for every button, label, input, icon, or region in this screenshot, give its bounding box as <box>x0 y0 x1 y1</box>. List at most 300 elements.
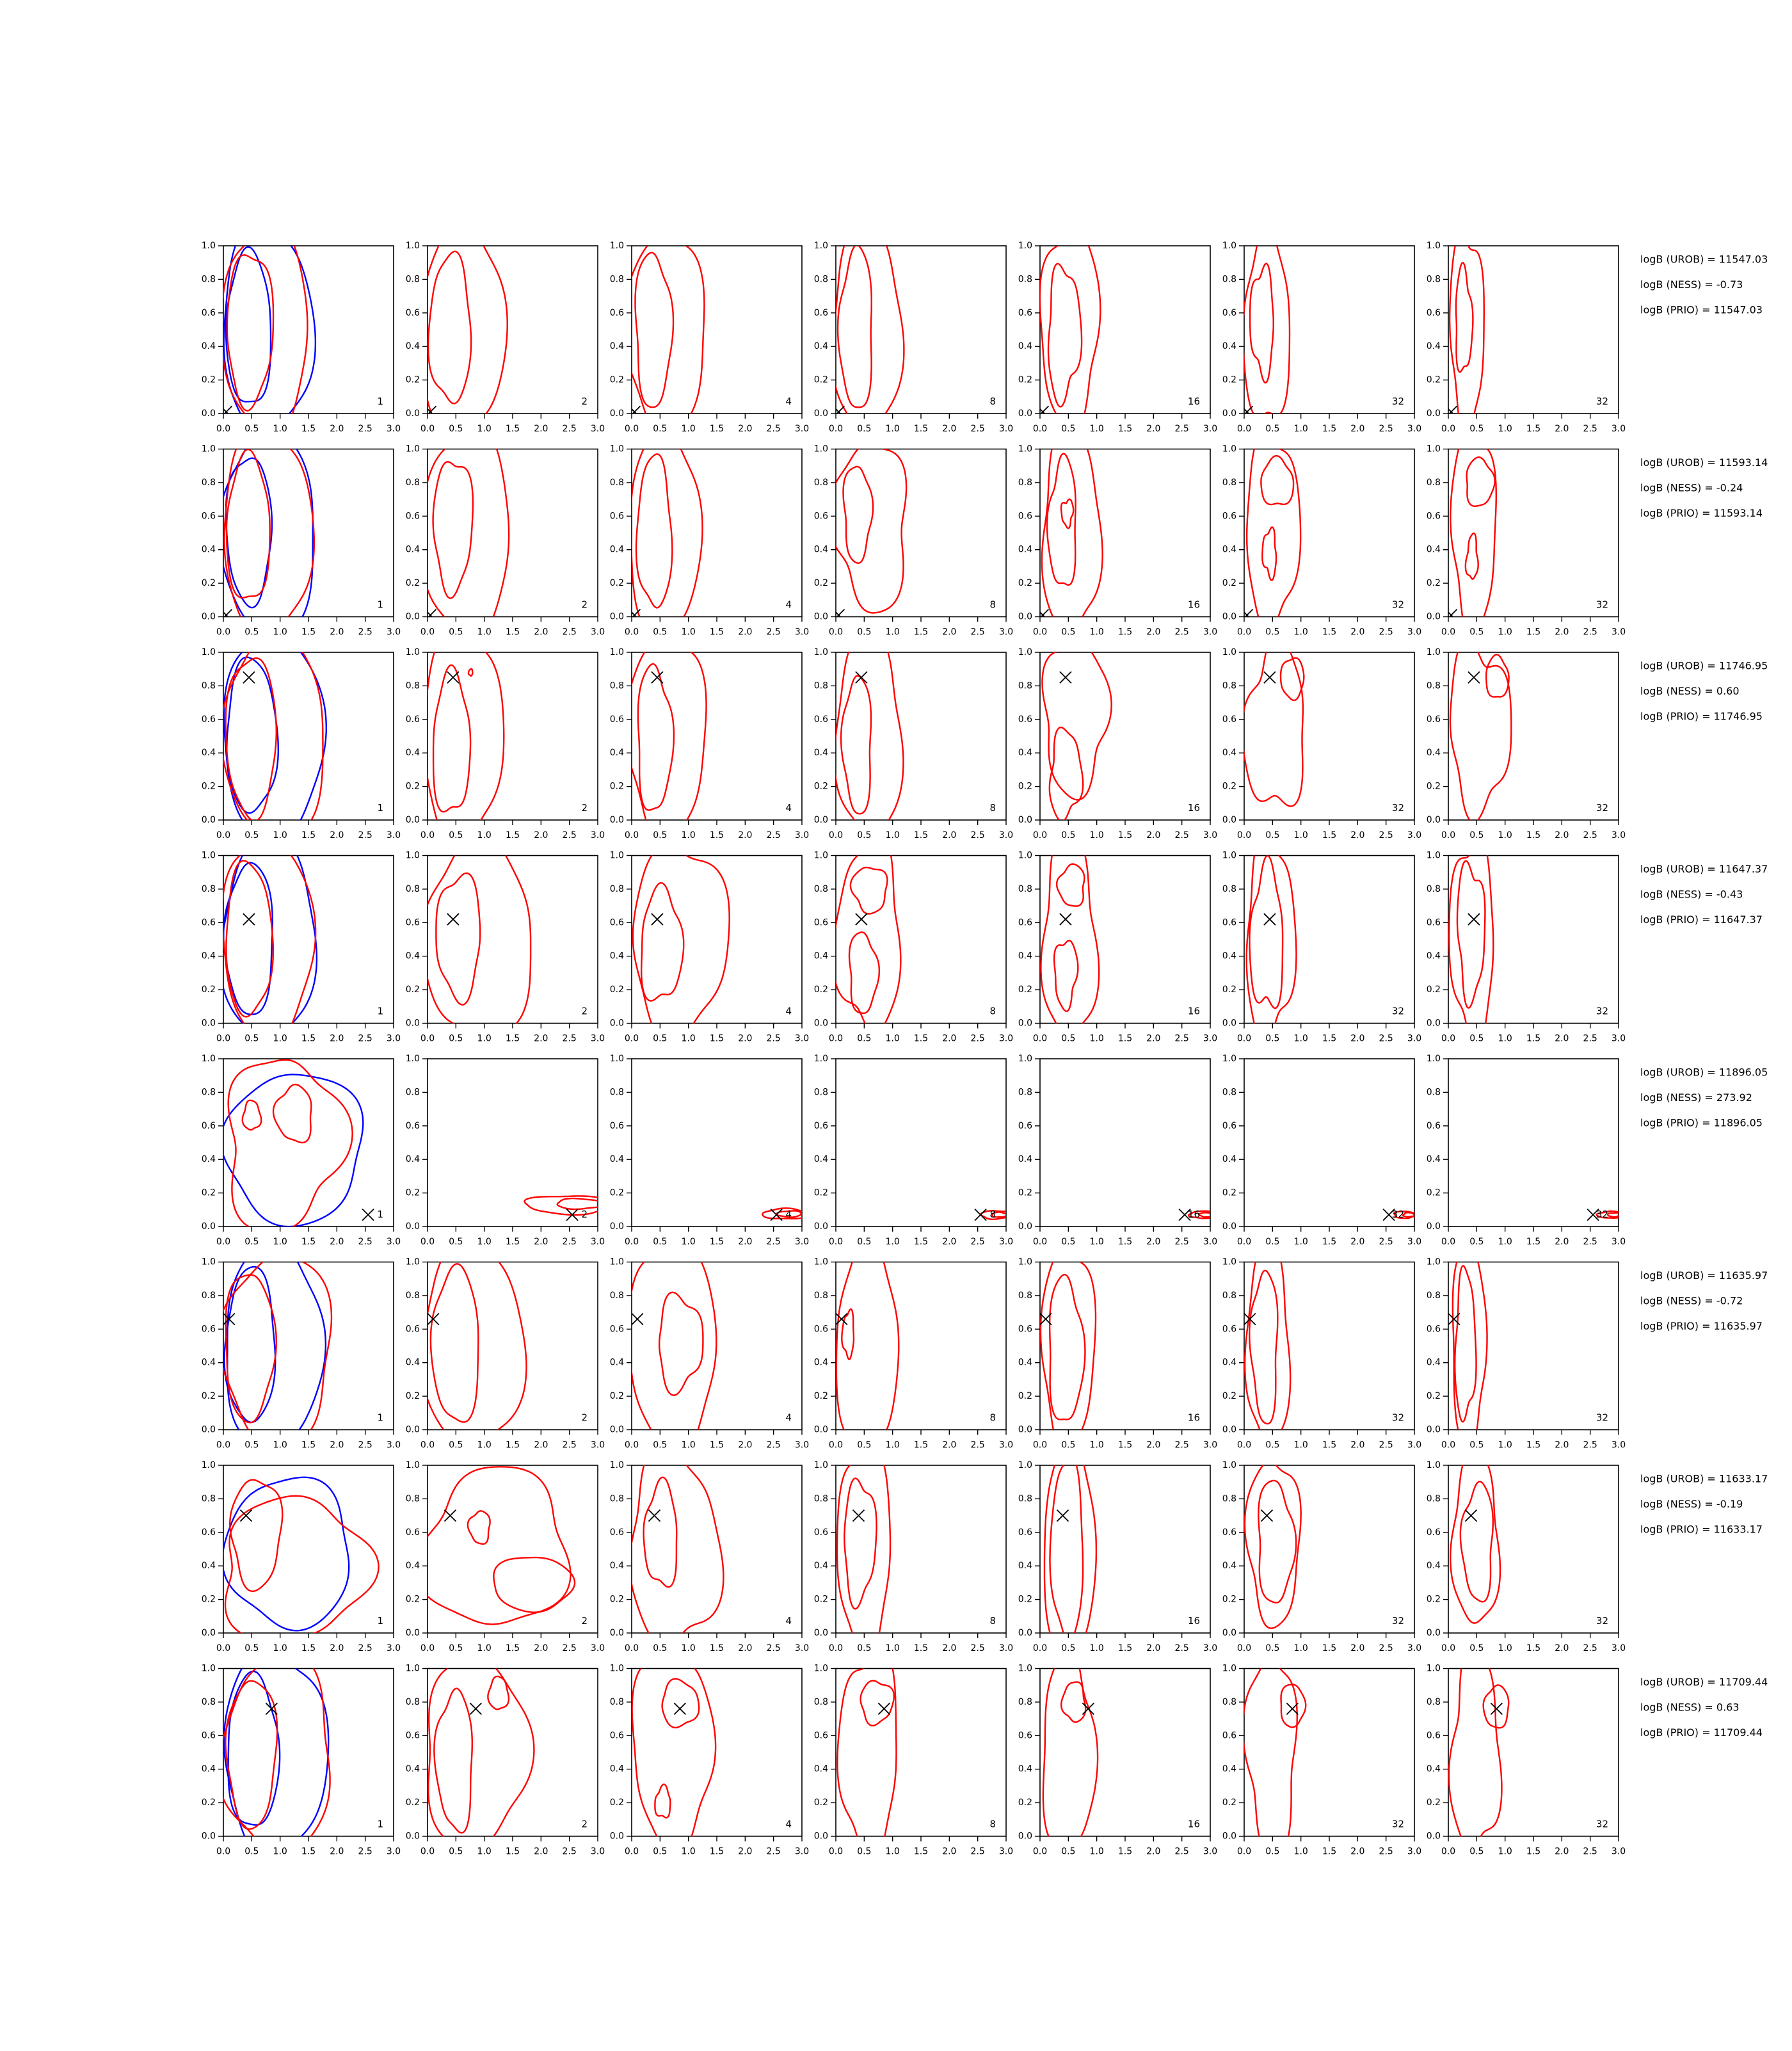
y-tick-label: 0.8 <box>1018 477 1032 488</box>
y-tick-label: 0.6 <box>1018 1324 1032 1335</box>
y-tick-label: 0.6 <box>1018 511 1032 522</box>
x-tick-label: 0.5 <box>1061 1237 1076 1247</box>
x-tick-label: 0.5 <box>1469 830 1484 841</box>
x-tick-label: 1.5 <box>1526 1033 1541 1044</box>
x-tick-label: 2.0 <box>534 1846 548 1857</box>
x-tick-label: 1.0 <box>1089 627 1104 638</box>
axes-frame <box>428 449 598 617</box>
x-tick-label: 2.0 <box>1350 424 1365 434</box>
red-contour-line <box>468 1511 490 1544</box>
y-tick-label: 0.4 <box>405 1561 420 1572</box>
y-tick-label: 0.4 <box>813 748 828 759</box>
red-contour-line <box>1050 727 1083 821</box>
x-tick-label: 0.0 <box>420 424 435 434</box>
y-tick-label: 0.0 <box>1222 611 1236 622</box>
x-tick-label: 0.0 <box>1441 830 1456 841</box>
contour-panel-r3c7 <box>1427 639 1626 841</box>
red-contour-line <box>1466 533 1478 579</box>
y-tick-label: 0.4 <box>1222 341 1236 352</box>
y-tick-label: 1.0 <box>609 647 624 657</box>
y-tick-label: 0.4 <box>1018 1561 1032 1572</box>
contour-panel-r3c4 <box>814 631 1013 841</box>
panel-count-label: 1 <box>377 599 383 611</box>
y-tick-label: 0.8 <box>201 1696 216 1707</box>
x-tick-label: 1.0 <box>273 1643 287 1653</box>
contour-panel-r6c1 <box>202 1240 401 1451</box>
red-contour-line <box>844 1478 876 1609</box>
x-tick-label: 3.0 <box>590 424 605 434</box>
x-tick-label: 2.0 <box>1350 830 1365 841</box>
x-tick-label: 2.5 <box>358 424 372 434</box>
x-tick-label: 3.0 <box>1203 830 1218 841</box>
blue-contour-line <box>226 247 271 402</box>
axes-frame <box>1448 1059 1619 1227</box>
x-tick-label: 0.0 <box>1236 1643 1252 1653</box>
x-tick-label: 3.0 <box>794 627 810 638</box>
y-tick-label: 1.0 <box>813 850 828 861</box>
x-tick-label: 3.0 <box>590 1237 605 1247</box>
axes-frame <box>632 1669 802 1837</box>
blue-contour-line <box>221 1075 363 1227</box>
x-tick-label: 1.5 <box>1322 830 1337 841</box>
y-tick-label: 0.2 <box>1018 1391 1032 1402</box>
row-annotation: logB (PRIO) = 11746.95 <box>1640 710 1763 723</box>
y-tick-label: 0.4 <box>201 341 216 352</box>
x-tick-label: 1.5 <box>913 1643 929 1653</box>
contour-panel-r4c7 <box>1427 839 1626 1051</box>
x-tick-label: 0.0 <box>216 1643 231 1653</box>
x-tick-label: 0.0 <box>1032 1237 1048 1247</box>
x-tick-label: 2.5 <box>358 1846 372 1857</box>
contour-panel-r4c2 <box>406 833 605 1044</box>
x-tick-label: 1.5 <box>1322 627 1337 638</box>
y-tick-label: 1.0 <box>1018 1054 1032 1064</box>
x-tick-label: 0.0 <box>216 627 231 638</box>
red-contour-line <box>1455 1266 1476 1422</box>
x-tick-label: 2.5 <box>562 1440 577 1451</box>
y-tick-label: 0.4 <box>201 1764 216 1774</box>
x-tick-label: 1.5 <box>913 1846 929 1857</box>
contour-panel-r8c4 <box>814 1649 1013 1865</box>
y-tick-label: 1.0 <box>405 1460 420 1470</box>
x-tick-label: 0.5 <box>244 1237 259 1247</box>
contour-panel-r2c4 <box>814 444 1013 638</box>
contour-panel-r2c6 <box>1222 432 1421 637</box>
y-tick-label: 0.4 <box>405 1357 420 1368</box>
y-tick-label: 0.0 <box>1426 1424 1441 1435</box>
axes-frame <box>1040 1059 1210 1227</box>
y-tick-label: 0.6 <box>201 1730 216 1741</box>
y-tick-label: 0.6 <box>1426 1324 1441 1335</box>
y-tick-label: 1.0 <box>813 241 828 251</box>
red-contour-line <box>835 631 904 836</box>
panel-count-label: 1 <box>377 1818 383 1830</box>
row-annotation: logB (UROB) = 11709.44 <box>1640 1676 1768 1688</box>
y-tick-label: 0.4 <box>405 748 420 759</box>
y-tick-label: 0.2 <box>1018 374 1032 385</box>
y-tick-label: 0.8 <box>609 1696 624 1707</box>
red-contour-line <box>1281 658 1304 700</box>
x-tick-label: 3.0 <box>998 1237 1014 1247</box>
y-tick-label: 0.4 <box>609 951 624 961</box>
y-tick-label: 0.2 <box>1222 578 1236 589</box>
panel-count-label: 8 <box>989 1209 996 1220</box>
y-tick-label: 0.6 <box>609 1730 624 1741</box>
y-tick-label: 0.8 <box>201 274 216 285</box>
x-tick-label: 3.0 <box>794 1643 810 1653</box>
y-tick-label: 0.4 <box>201 544 216 555</box>
x-tick-label: 0.5 <box>1061 424 1076 434</box>
y-tick-label: 0.6 <box>1222 307 1236 318</box>
x-tick-label: 1.0 <box>885 1643 900 1653</box>
x-tick-label: 1.5 <box>1526 830 1541 841</box>
y-tick-label: 0.4 <box>1426 1561 1441 1572</box>
y-tick-label: 0.8 <box>405 477 420 488</box>
y-tick-label: 1.0 <box>1222 647 1236 657</box>
y-tick-label: 0.2 <box>405 1391 420 1402</box>
y-tick-label: 0.6 <box>1018 1730 1032 1741</box>
axes-frame <box>1244 449 1414 617</box>
panel-count-label: 16 <box>1187 1005 1200 1017</box>
x-tick-label: 2.5 <box>1379 424 1393 434</box>
red-contour-line <box>1450 639 1511 822</box>
x-tick-label: 2.0 <box>738 1440 753 1451</box>
y-tick-label: 0.8 <box>813 1696 828 1707</box>
red-contour-line <box>1249 1271 1277 1424</box>
y-tick-label: 0.8 <box>1426 680 1441 691</box>
x-tick-label: 3.0 <box>386 627 401 638</box>
y-tick-label: 0.8 <box>201 680 216 691</box>
x-tick-label: 2.0 <box>738 1846 753 1857</box>
x-tick-label: 2.5 <box>1583 1440 1597 1451</box>
y-tick-label: 0.0 <box>1222 1831 1236 1842</box>
panel-count-label: 2 <box>581 1412 588 1424</box>
y-tick-label: 0.2 <box>405 781 420 792</box>
red-contour-line <box>1050 1275 1085 1419</box>
y-tick-label: 0.6 <box>813 1120 828 1131</box>
y-tick-label: 0.2 <box>609 1187 624 1198</box>
x-tick-label: 2.0 <box>1350 1440 1365 1451</box>
y-tick-label: 0.4 <box>1222 1561 1236 1572</box>
x-tick-label: 2.5 <box>562 1237 577 1247</box>
x-tick-label: 2.5 <box>1174 1643 1189 1653</box>
x-tick-label: 1.5 <box>301 830 316 841</box>
y-tick-label: 0.8 <box>1426 1696 1441 1707</box>
y-tick-label: 0.0 <box>405 408 420 419</box>
x-tick-label: 0.5 <box>1265 627 1280 638</box>
y-tick-label: 0.2 <box>609 1594 624 1605</box>
contour-panel-r8c2 <box>406 1660 605 1857</box>
red-contour-line <box>436 873 480 1005</box>
x-tick-label: 3.0 <box>794 1237 810 1247</box>
x-tick-label: 3.0 <box>998 1440 1014 1451</box>
x-tick-label: 1.0 <box>681 1033 696 1044</box>
x-tick-label: 2.0 <box>330 1643 344 1653</box>
panel-count-label: 8 <box>989 396 996 407</box>
x-tick-label: 0.0 <box>1236 1440 1252 1451</box>
x-tick-label: 2.5 <box>562 627 577 638</box>
x-marker <box>470 1703 481 1714</box>
x-tick-label: 0.5 <box>1265 424 1280 434</box>
panel-count-label: 1 <box>377 1615 383 1627</box>
axes-frame <box>223 1669 394 1837</box>
y-tick-label: 0.8 <box>405 883 420 894</box>
axes-frame <box>1040 246 1210 414</box>
red-contour-line <box>1054 940 1078 1011</box>
x-tick-label: 1.0 <box>681 1237 696 1247</box>
y-tick-label: 1.0 <box>405 1257 420 1267</box>
x-tick-label: 1.0 <box>885 1846 900 1857</box>
panel-count-label: 2 <box>581 1005 588 1017</box>
x-tick-label: 0.0 <box>216 1846 231 1857</box>
x-tick-label: 2.5 <box>358 830 372 841</box>
y-tick-label: 1.0 <box>1018 1663 1032 1674</box>
y-tick-label: 0.2 <box>609 781 624 792</box>
y-tick-label: 0.8 <box>1426 1493 1441 1504</box>
x-tick-label: 1.0 <box>1498 1440 1512 1451</box>
y-tick-label: 0.8 <box>1426 274 1441 285</box>
y-tick-label: 0.6 <box>1222 511 1236 522</box>
x-tick-label: 0.5 <box>244 830 259 841</box>
x-tick-label: 2.0 <box>942 1440 957 1451</box>
x-tick-label: 2.0 <box>534 830 548 841</box>
red-contour-line <box>1249 856 1283 1008</box>
y-tick-label: 0.2 <box>813 985 828 995</box>
x-tick-label: 3.0 <box>1203 1237 1218 1247</box>
x-tick-label: 0.5 <box>1265 830 1280 841</box>
x-tick-label: 1.0 <box>477 424 492 434</box>
y-tick-label: 0.2 <box>1426 985 1441 995</box>
x-tick-label: 1.5 <box>1117 1237 1133 1247</box>
panel-count-label: 16 <box>1187 599 1200 611</box>
x-tick-label: 1.5 <box>913 424 929 434</box>
red-contour-line <box>428 1660 534 1847</box>
y-tick-label: 0.4 <box>1018 951 1032 961</box>
axes-frame <box>1244 1465 1414 1633</box>
red-contour-line <box>1457 861 1485 1008</box>
x-tick-label: 0.5 <box>244 1846 259 1857</box>
x-tick-label: 3.0 <box>1407 1846 1422 1857</box>
y-tick-label: 0.0 <box>1018 815 1032 825</box>
x-tick-label: 2.0 <box>1555 424 1569 434</box>
red-contour-line <box>431 1264 478 1422</box>
red-contour-line <box>1247 834 1297 1046</box>
contour-panel-r8c5 <box>1018 1645 1217 1857</box>
y-tick-label: 0.0 <box>405 815 420 825</box>
y-tick-label: 0.0 <box>1018 1628 1032 1638</box>
row-annotation: logB (NESS) = -0.19 <box>1640 1498 1743 1510</box>
x-tick-label: 0.0 <box>828 627 844 638</box>
x-tick-label: 2.0 <box>1350 1033 1365 1044</box>
y-tick-label: 0.8 <box>813 477 828 488</box>
x-tick-label: 3.0 <box>1407 1643 1422 1653</box>
contour-panel-r2c1 <box>202 426 401 641</box>
y-tick-label: 0.6 <box>201 714 216 725</box>
row-annotation: logB (NESS) = -0.72 <box>1640 1294 1743 1307</box>
y-tick-label: 0.8 <box>201 1290 216 1301</box>
x-marker <box>1465 1510 1476 1522</box>
panel-count-label: 8 <box>989 1005 996 1017</box>
y-tick-label: 0.2 <box>1426 1798 1441 1808</box>
x-tick-label: 0.5 <box>1469 1237 1484 1247</box>
red-contour-line <box>434 1689 472 1833</box>
panel-count-label: 4 <box>785 1818 792 1830</box>
y-tick-label: 0.6 <box>201 1324 216 1335</box>
y-tick-label: 0.6 <box>609 714 624 725</box>
axes-frame <box>632 449 802 617</box>
row-annotation: logB (PRIO) = 11709.44 <box>1640 1726 1763 1739</box>
x-tick-label: 1.5 <box>1322 1643 1337 1653</box>
x-tick-label: 0.0 <box>1236 1846 1252 1857</box>
x-tick-label: 0.5 <box>653 1846 668 1857</box>
contour-panel-r7c5 <box>1018 1434 1217 1653</box>
x-tick-label: 0.5 <box>244 1033 259 1044</box>
x-tick-label: 0.0 <box>1441 627 1456 638</box>
panel-count-label: 16 <box>1187 1209 1200 1220</box>
x-tick-label: 2.0 <box>534 424 548 434</box>
axes-frame <box>1244 856 1414 1024</box>
x-tick-label: 1.5 <box>709 1033 724 1044</box>
y-tick-label: 0.2 <box>405 1187 420 1198</box>
x-tick-label: 3.0 <box>386 1846 401 1857</box>
x-tick-label: 3.0 <box>1203 627 1218 638</box>
x-tick-label: 0.0 <box>624 830 639 841</box>
red-contour-line <box>655 1784 670 1817</box>
x-tick-label: 2.0 <box>1350 1643 1365 1653</box>
y-tick-label: 1.0 <box>201 1054 216 1064</box>
y-tick-label: 1.0 <box>1426 1663 1441 1674</box>
panel-count-label: 32 <box>1391 396 1404 407</box>
axes-frame <box>1244 1669 1414 1837</box>
x-tick-label: 1.5 <box>1526 1237 1541 1247</box>
x-tick-label: 1.5 <box>1526 1846 1541 1857</box>
red-contour-line <box>1050 1458 1084 1643</box>
contour-panel-r6c3 <box>610 1246 809 1458</box>
x-tick-label: 2.5 <box>1583 627 1597 638</box>
contour-panel-r5c3 <box>610 1054 809 1247</box>
red-contour-line <box>424 631 504 849</box>
y-tick-label: 1.0 <box>813 1257 828 1267</box>
y-tick-label: 0.0 <box>201 1628 216 1638</box>
y-tick-label: 0.6 <box>201 1120 216 1131</box>
x-marker <box>243 672 255 683</box>
x-tick-label: 3.0 <box>1407 627 1422 638</box>
x-tick-label: 2.5 <box>766 627 781 638</box>
y-tick-label: 0.4 <box>405 1764 420 1774</box>
red-contour-line <box>1467 457 1495 506</box>
y-tick-label: 1.0 <box>813 647 828 657</box>
x-tick-label: 0.0 <box>624 1440 639 1451</box>
contour-panel-r3c3 <box>610 641 809 844</box>
x-tick-label: 1.5 <box>1117 1643 1133 1653</box>
y-tick-label: 0.4 <box>1426 341 1441 352</box>
row-annotation: logB (PRIO) = 11633.17 <box>1640 1523 1763 1536</box>
y-tick-label: 0.4 <box>1018 1154 1032 1165</box>
x-tick-label: 1.5 <box>709 627 724 638</box>
axes-frame <box>1040 1262 1210 1430</box>
y-tick-label: 0.2 <box>201 1594 216 1605</box>
x-tick-label: 0.5 <box>449 1033 463 1044</box>
y-tick-label: 0.6 <box>813 917 828 928</box>
y-tick-label: 0.6 <box>405 1527 420 1538</box>
x-tick-label: 3.0 <box>1611 830 1626 841</box>
x-marker <box>1037 609 1048 621</box>
x-tick-label: 2.5 <box>1583 1846 1597 1857</box>
x-tick-label: 2.5 <box>766 1440 781 1451</box>
x-marker <box>1060 913 1071 925</box>
y-tick-label: 0.6 <box>1222 1527 1236 1538</box>
y-tick-label: 1.0 <box>405 850 420 861</box>
x-tick-label: 1.5 <box>1117 627 1133 638</box>
x-tick-label: 2.0 <box>738 830 753 841</box>
contour-panel-r7c2 <box>406 1460 605 1653</box>
y-tick-label: 0.6 <box>1222 714 1236 725</box>
x-tick-label: 0.5 <box>857 1237 872 1247</box>
red-contour-line <box>1048 264 1082 406</box>
x-tick-label: 2.0 <box>1350 627 1365 638</box>
contour-panel-r2c2 <box>406 426 605 641</box>
x-tick-label: 3.0 <box>386 1033 401 1044</box>
y-tick-label: 1.0 <box>405 1054 420 1064</box>
y-tick-label: 1.0 <box>609 850 624 861</box>
panel-count-label: 16 <box>1187 802 1200 814</box>
x-tick-label: 1.5 <box>1322 1237 1337 1247</box>
y-tick-label: 0.0 <box>1222 1424 1236 1435</box>
row-annotation: logB (PRIO) = 11896.05 <box>1640 1116 1763 1129</box>
y-tick-label: 0.0 <box>813 1424 828 1435</box>
contour-panel-r5c5 <box>1018 1054 1217 1247</box>
y-tick-label: 0.8 <box>609 477 624 488</box>
y-tick-label: 0.4 <box>609 1561 624 1572</box>
panel-count-label: 2 <box>581 1615 588 1627</box>
y-tick-label: 0.8 <box>405 1493 420 1504</box>
y-tick-label: 0.4 <box>1222 951 1236 961</box>
y-tick-label: 0.2 <box>201 1391 216 1402</box>
red-contour-line <box>1044 1434 1096 1650</box>
red-contour-line <box>1449 1642 1502 1849</box>
x-marker <box>220 609 232 621</box>
y-tick-label: 0.6 <box>1426 511 1441 522</box>
x-tick-label: 3.0 <box>794 424 810 434</box>
x-tick-label: 2.0 <box>942 627 957 638</box>
x-tick-label: 2.5 <box>1379 1643 1393 1653</box>
x-tick-label: 3.0 <box>1611 1440 1626 1451</box>
x-tick-label: 2.5 <box>358 1643 372 1653</box>
red-contour-line <box>851 867 888 914</box>
x-tick-label: 1.0 <box>1293 627 1308 638</box>
y-tick-label: 0.8 <box>1426 1087 1441 1098</box>
x-tick-label: 0.5 <box>1061 1643 1076 1653</box>
x-tick-label: 3.0 <box>1407 830 1422 841</box>
y-tick-label: 0.8 <box>1222 477 1236 488</box>
x-tick-label: 1.0 <box>885 1033 900 1044</box>
y-tick-label: 0.2 <box>1018 1187 1032 1198</box>
y-tick-label: 0.6 <box>1426 714 1441 725</box>
y-tick-label: 0.6 <box>813 511 828 522</box>
y-tick-label: 1.0 <box>1222 444 1236 454</box>
red-contour-line <box>833 834 900 1034</box>
y-tick-label: 0.4 <box>1426 1764 1441 1774</box>
y-tick-label: 0.2 <box>813 781 828 792</box>
y-tick-label: 0.6 <box>1222 1324 1236 1335</box>
y-tick-label: 0.4 <box>813 1154 828 1165</box>
contour-panel-r1c6 <box>1222 223 1421 434</box>
x-tick-label: 3.0 <box>1611 627 1626 638</box>
x-marker <box>447 672 459 683</box>
x-tick-label: 2.5 <box>970 1643 985 1653</box>
x-tick-label: 3.0 <box>1203 424 1218 434</box>
red-contour-line <box>1262 527 1276 580</box>
